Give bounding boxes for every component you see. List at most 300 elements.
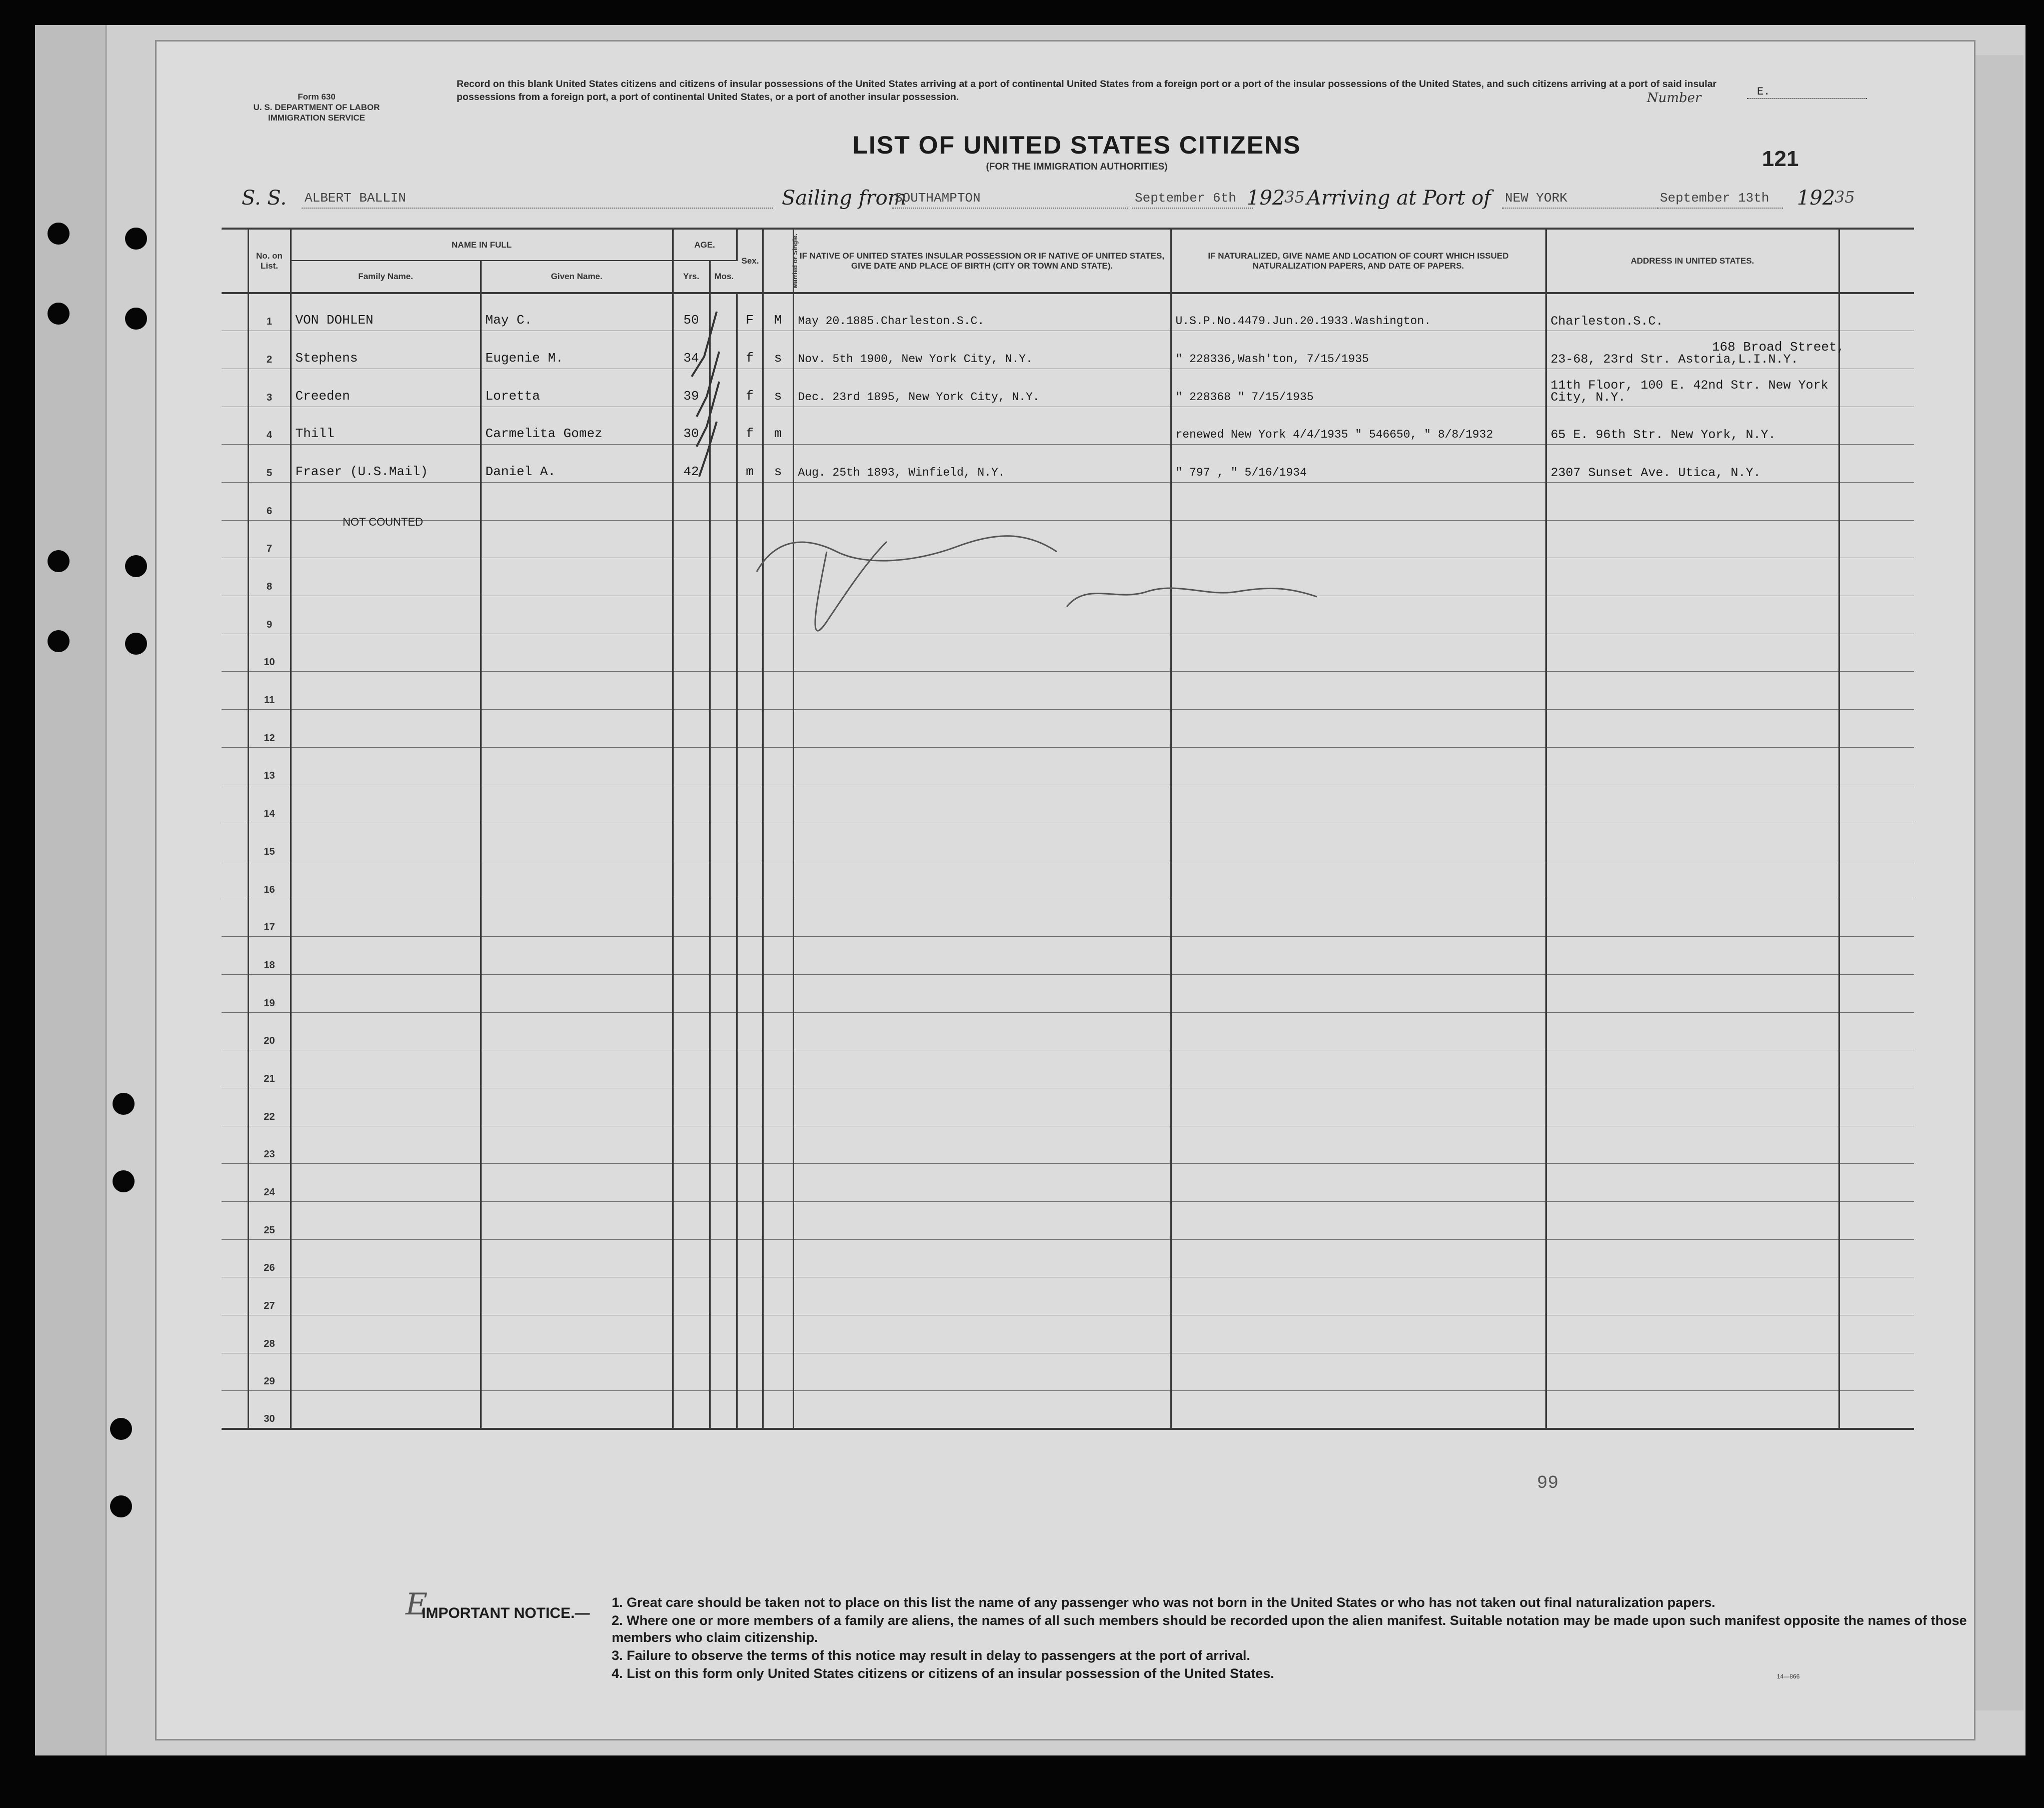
- address-cell: [1546, 1088, 1839, 1126]
- family-name-cell: [291, 823, 481, 861]
- marital-status-cell: [763, 747, 793, 785]
- naturalization-info-cell: [1171, 1050, 1546, 1088]
- address-cell: [1546, 596, 1839, 634]
- given-name-cell: [481, 482, 673, 520]
- birth-info-cell: [793, 1277, 1171, 1315]
- punch-hole: [125, 555, 147, 577]
- marital-status-cell: [763, 1353, 793, 1391]
- form-id-block: [207, 92, 427, 123]
- table-row: [222, 1353, 1914, 1391]
- naturalization-info-cell: [1171, 785, 1546, 823]
- col-header-birth: IF NATIVE OF UNITED STATES INSULAR POSSESSION OR IF NATIVE OF UNITED STATES, GIVE DATE AND PLACE OF BIRTH (CITY OR TOWN AND STATE).: [793, 229, 1171, 293]
- margin-cell: [222, 1050, 248, 1088]
- naturalization-info-cell: [1171, 1353, 1546, 1391]
- family-name-cell: VON DOHLEN: [291, 293, 481, 331]
- margin-cell: [222, 1012, 248, 1050]
- port-to: NEW YORK: [1502, 191, 1658, 209]
- sex-cell: [737, 1164, 763, 1202]
- birth-info-cell: [793, 974, 1171, 1012]
- age-years-cell: [673, 747, 710, 785]
- notice-item: 2. Where one or more members of a family are aliens, the names of all such members should be recorded upon the alien manifest. Suitable notation may be made upon such manifest opposite the names of those members who claim citizenship.: [612, 1613, 1967, 1645]
- given-name-cell: [481, 823, 673, 861]
- blank-cell: [1839, 482, 1914, 520]
- page-title: LIST OF UNITED STATES CITIZENS: [852, 131, 1301, 159]
- blank-cell: [1839, 1050, 1914, 1088]
- age-years-cell: 50: [673, 293, 710, 331]
- birth-info-cell: Dec. 23rd 1895, New York City, N.Y.: [793, 369, 1171, 407]
- row-number-cell: 17: [248, 899, 291, 937]
- table-row: [222, 861, 1914, 899]
- given-name-cell: Eugenie M.: [481, 331, 673, 369]
- age-months-cell: [710, 1202, 737, 1240]
- address-cell: [1546, 1239, 1839, 1277]
- table-row: [222, 974, 1914, 1012]
- margin-cell: [222, 634, 248, 672]
- marital-status-cell: [763, 899, 793, 937]
- age-months-cell: [710, 1315, 737, 1353]
- age-months-cell: [710, 899, 737, 937]
- marital-status-cell: [763, 1164, 793, 1202]
- col-header-no: No. on List.: [248, 229, 291, 293]
- birth-info-cell: [793, 710, 1171, 748]
- margin-cell: [222, 482, 248, 520]
- family-name-cell: [291, 482, 481, 520]
- blank-cell: [1839, 861, 1914, 899]
- row-number-cell: 1: [248, 293, 291, 331]
- address-cell: [1546, 861, 1839, 899]
- given-name-cell: Carmelita Gomez: [481, 407, 673, 445]
- blank-cell: [1839, 823, 1914, 861]
- signature-scribble: [757, 536, 1057, 631]
- age-months-cell: [710, 710, 737, 748]
- given-name-cell: [481, 937, 673, 975]
- row-number-cell: 23: [248, 1126, 291, 1164]
- sex-cell: [737, 1202, 763, 1240]
- address-cell: [1546, 482, 1839, 520]
- age-years-cell: [673, 1126, 710, 1164]
- notice-list: [612, 1594, 2027, 1683]
- birth-info-cell: [793, 1126, 1171, 1164]
- col-header-married-text: Married or Single.: [791, 234, 799, 289]
- given-name-cell: Daniel A.: [481, 445, 673, 483]
- given-name-cell: [481, 1353, 673, 1391]
- margin-cell: [222, 937, 248, 975]
- birth-info-cell: [793, 747, 1171, 785]
- row-number-cell: 30: [248, 1391, 291, 1429]
- col-header-married: [763, 229, 799, 293]
- blank-cell: [1839, 937, 1914, 975]
- row-number-cell: 6: [248, 482, 291, 520]
- given-name-cell: [481, 1202, 673, 1240]
- birth-info-cell: [793, 823, 1171, 861]
- address-cell: 65 E. 96th Str. New York, N.Y.: [1546, 407, 1839, 445]
- age-years-cell: [673, 710, 710, 748]
- number-label: Number: [1647, 91, 1701, 106]
- address-cell: [1546, 899, 1839, 937]
- marital-status-cell: [763, 1239, 793, 1277]
- age-years-cell: [673, 1088, 710, 1126]
- marital-status-cell: m: [763, 407, 793, 445]
- family-name-cell: [291, 1164, 481, 1202]
- blank-cell: [1839, 1202, 1914, 1240]
- birth-info-cell: [793, 1239, 1171, 1277]
- row-number-cell: 22: [248, 1088, 291, 1126]
- address-cell: [1546, 974, 1839, 1012]
- naturalization-info-cell: [1171, 899, 1546, 937]
- table-row: [222, 672, 1914, 710]
- given-name-cell: [481, 1277, 673, 1315]
- margin-cell: [222, 1164, 248, 1202]
- family-name-cell: [291, 937, 481, 975]
- naturalization-info-cell: [1171, 1164, 1546, 1202]
- margin-cell: [222, 1277, 248, 1315]
- family-name-cell: [291, 861, 481, 899]
- check-mark: [699, 422, 717, 477]
- punch-hole: [110, 1418, 132, 1440]
- marital-status-cell: [763, 861, 793, 899]
- marital-status-cell: [763, 1277, 793, 1315]
- punch-hole: [48, 303, 70, 325]
- birth-info-cell: [793, 861, 1171, 899]
- col-header-given: Given Name.: [481, 261, 673, 293]
- margin-cell: [222, 520, 248, 558]
- family-name-cell: [291, 899, 481, 937]
- marital-status-cell: [763, 1050, 793, 1088]
- naturalization-info-cell: [1171, 974, 1546, 1012]
- given-name-cell: [481, 672, 673, 710]
- row-number-cell: 12: [248, 710, 291, 748]
- service-name: IMMIGRATION SERVICE: [268, 113, 365, 123]
- naturalization-info-cell: [1171, 1202, 1546, 1240]
- given-name-cell: [481, 1315, 673, 1353]
- blank-cell: [1839, 293, 1914, 331]
- sex-cell: [737, 1315, 763, 1353]
- marital-status-cell: s: [763, 445, 793, 483]
- handwriting-marks: [677, 302, 1377, 662]
- row-number-cell: 26: [248, 1239, 291, 1277]
- sex-cell: f: [737, 331, 763, 369]
- margin-cell: [222, 407, 248, 445]
- margin-cell: [222, 596, 248, 634]
- blank-cell: [1839, 899, 1914, 937]
- age-years-cell: [673, 937, 710, 975]
- sex-cell: m: [737, 445, 763, 483]
- family-name-cell: [291, 747, 481, 785]
- family-name-cell: [291, 1391, 481, 1429]
- family-name-cell: Stephens: [291, 331, 481, 369]
- blank-cell: [1839, 1277, 1914, 1315]
- age-years-cell: [673, 1050, 710, 1088]
- address-cell: [1546, 1202, 1839, 1240]
- given-name-cell: [481, 1164, 673, 1202]
- sex-cell: [737, 1126, 763, 1164]
- marital-status-cell: [763, 1202, 793, 1240]
- blank-cell: [1839, 710, 1914, 748]
- table-row: [222, 1164, 1914, 1202]
- blank-cell: [1839, 1315, 1914, 1353]
- blank-cell: [1839, 1012, 1914, 1050]
- number-value: E.: [1747, 86, 1867, 99]
- blank-cell: [1839, 672, 1914, 710]
- tally-mark: 99: [1537, 1473, 1559, 1493]
- marital-status-cell: [763, 1088, 793, 1126]
- notice-heading: IMPORTANT NOTICE.—: [422, 1605, 590, 1621]
- naturalization-info-cell: [1171, 1012, 1546, 1050]
- margin-cell: [222, 1088, 248, 1126]
- ss-label: S. S.: [242, 187, 287, 210]
- intro-text: Record on this blank United States citizens and citizens of insular possessions of the United States arriving at a port of continental United States from a foreign port or a port of the insular possessions of the United States, and such citizens arriving at a port of said insular possessions from a foreign port, a port of continental United States, or a port of another insular possession.: [457, 79, 1717, 103]
- blank-cell: [1839, 1164, 1914, 1202]
- birth-info-cell: [793, 899, 1171, 937]
- row-number-cell: 7: [248, 520, 291, 558]
- age-months-cell: [710, 1239, 737, 1277]
- marital-status-cell: s: [763, 331, 793, 369]
- margin-cell: [222, 558, 248, 596]
- punch-hole: [48, 630, 70, 652]
- marital-status-cell: [763, 672, 793, 710]
- address-cell: [1546, 1126, 1839, 1164]
- blank-cell: [1839, 747, 1914, 785]
- page-subtitle: (FOR THE IMMIGRATION AUTHORITIES): [986, 162, 1168, 172]
- row-number-cell: 2: [248, 331, 291, 369]
- age-months-cell: [710, 1391, 737, 1429]
- margin-cell: [222, 1202, 248, 1240]
- blank-cell: [1839, 596, 1914, 634]
- blank-cell: [1839, 445, 1914, 483]
- blank-cell: [1839, 974, 1914, 1012]
- sex-cell: [737, 747, 763, 785]
- marital-status-cell: [763, 1315, 793, 1353]
- sex-cell: [737, 974, 763, 1012]
- address-cell: 23-68, 23rd Str. Astoria,L.I.N.Y.: [1546, 331, 1839, 369]
- birth-info-cell: [793, 1353, 1171, 1391]
- birth-info-cell: [793, 1202, 1171, 1240]
- row-number-cell: 25: [248, 1202, 291, 1240]
- sex-cell: [737, 1012, 763, 1050]
- birth-info-cell: [793, 672, 1171, 710]
- punch-hole: [48, 550, 70, 572]
- punch-hole: [125, 228, 147, 250]
- family-name-cell: [291, 710, 481, 748]
- blank-cell: [1839, 520, 1914, 558]
- birth-info-cell: [793, 1050, 1171, 1088]
- address-cell: [1546, 520, 1839, 558]
- given-name-cell: [481, 899, 673, 937]
- header-row-1: [222, 229, 1914, 261]
- given-name-cell: [481, 1050, 673, 1088]
- margin-cell: [222, 1239, 248, 1277]
- table-row: [222, 1050, 1914, 1088]
- age-months-cell: [710, 1164, 737, 1202]
- row-number-cell: 18: [248, 937, 291, 975]
- row-number-cell: 27: [248, 1277, 291, 1315]
- birth-info-cell: [793, 785, 1171, 823]
- birth-info-cell: Nov. 5th 1900, New York City, N.Y.: [793, 331, 1171, 369]
- table-row: [222, 937, 1914, 975]
- naturalization-info-cell: " 228368 " 7/15/1935: [1171, 369, 1546, 407]
- age-years-cell: [673, 1391, 710, 1429]
- blank-cell: [1839, 1088, 1914, 1126]
- notice-item: 4. List on this form only United States citizens or citizens of an insular possession of the United States.: [612, 1666, 1274, 1681]
- birth-info-cell: [793, 1012, 1171, 1050]
- given-name-cell: [481, 785, 673, 823]
- age-months-cell: [710, 1088, 737, 1126]
- address-cell: [1546, 1012, 1839, 1050]
- margin-cell: [222, 710, 248, 748]
- marital-status-cell: s: [763, 369, 793, 407]
- given-name-cell: [481, 747, 673, 785]
- given-name-cell: [481, 558, 673, 596]
- margin-cell: [222, 785, 248, 823]
- naturalization-info-cell: [1171, 861, 1546, 899]
- punch-hole: [125, 308, 147, 330]
- given-name-cell: [481, 710, 673, 748]
- marital-status-cell: [763, 974, 793, 1012]
- table-row: [222, 1088, 1914, 1126]
- family-name-cell: [291, 1012, 481, 1050]
- age-years-cell: [673, 1202, 710, 1240]
- margin-cell: [222, 899, 248, 937]
- age-years-cell: 42: [673, 445, 710, 483]
- sex-cell: [737, 1050, 763, 1088]
- age-years-cell: [673, 672, 710, 710]
- blank-cell: [1839, 785, 1914, 823]
- table-row: [222, 1277, 1914, 1315]
- margin-cell: [222, 331, 248, 369]
- naturalization-info-cell: [1171, 1391, 1546, 1429]
- family-name-cell: [291, 1239, 481, 1277]
- family-name-cell: [291, 596, 481, 634]
- row-number-cell: 15: [248, 823, 291, 861]
- birth-info-cell: Aug. 25th 1893, Winfield, N.Y.: [793, 445, 1171, 483]
- table-row: [222, 823, 1914, 861]
- age-years-cell: 30: [673, 407, 710, 445]
- age-years-cell: [673, 1353, 710, 1391]
- row-number-cell: 11: [248, 672, 291, 710]
- blank-cell: [1839, 1239, 1914, 1277]
- margin-cell: [222, 747, 248, 785]
- margin-cell: [222, 1315, 248, 1353]
- family-name-cell: [291, 1126, 481, 1164]
- address-cell: [1546, 1277, 1839, 1315]
- age-years-cell: [673, 1164, 710, 1202]
- year-hand-1: 35: [1284, 188, 1305, 207]
- blank-cell: [1839, 407, 1914, 445]
- table-row: [222, 1239, 1914, 1277]
- blank-cell: [1839, 634, 1914, 672]
- notice-item: 1. Great care should be taken not to place on this list the name of any passenger who was not born in the United States or who has not taken out final naturalization papers.: [612, 1595, 1715, 1610]
- margin-cell: [222, 1353, 248, 1391]
- marital-status-cell: M: [763, 293, 793, 331]
- row-number-cell: 13: [248, 747, 291, 785]
- year-label-1: 192: [1247, 187, 1285, 210]
- address-cell: [1546, 1050, 1839, 1088]
- family-name-cell: [291, 1353, 481, 1391]
- given-name-cell: [481, 974, 673, 1012]
- naturalization-info-cell: [1171, 823, 1546, 861]
- margin-cell: [222, 861, 248, 899]
- margin-cell: [222, 823, 248, 861]
- age-years-cell: [673, 1277, 710, 1315]
- margin-cell: [222, 974, 248, 1012]
- row-number-cell: 10: [248, 634, 291, 672]
- binder-edge: [35, 25, 107, 1755]
- family-name-cell: Thill: [291, 407, 481, 445]
- margin-cell: [222, 293, 248, 331]
- sex-cell: f: [737, 407, 763, 445]
- age-years-cell: [673, 974, 710, 1012]
- sex-cell: [737, 1353, 763, 1391]
- age-months-cell: [710, 937, 737, 975]
- row-number-cell: 8: [248, 558, 291, 596]
- address-row1-line1: 168 Broad Street,: [1712, 340, 1845, 355]
- naturalization-info-cell: " 797 , " 5/16/1934: [1171, 445, 1546, 483]
- margin-cell: [222, 672, 248, 710]
- age-months-cell: [710, 1353, 737, 1391]
- naturalization-info-cell: renewed New York 4/4/1935 " 546650, " 8/8/1932: [1171, 407, 1546, 445]
- sex-cell: [737, 1391, 763, 1429]
- punch-hole: [113, 1093, 135, 1115]
- given-name-cell: [481, 1088, 673, 1126]
- address-cell: [1546, 747, 1839, 785]
- marital-status-cell: [763, 1126, 793, 1164]
- sex-cell: [737, 823, 763, 861]
- row-number-cell: 21: [248, 1050, 291, 1088]
- sex-cell: f: [737, 369, 763, 407]
- address-cell: 2307 Sunset Ave. Utica, N.Y.: [1546, 445, 1839, 483]
- age-months-cell: [710, 785, 737, 823]
- marital-status-cell: [763, 937, 793, 975]
- port-from: SOUTHAMPTON: [892, 191, 1128, 209]
- sailing-label: Sailing from: [782, 187, 907, 210]
- age-years-cell: [673, 899, 710, 937]
- birth-info-cell: [793, 1391, 1171, 1429]
- address-cell: [1546, 1164, 1839, 1202]
- sex-cell: [737, 785, 763, 823]
- col-header-naturalized: IF NATURALIZED, GIVE NAME AND LOCATION OF COURT WHICH ISSUED NATURALIZATION PAPERS, AND DATE OF PAPERS.: [1171, 229, 1546, 293]
- col-header-address: ADDRESS IN UNITED STATES.: [1546, 229, 1839, 293]
- department-name: U. S. DEPARTMENT OF LABOR: [253, 103, 380, 112]
- naturalization-info-cell: [1171, 1126, 1546, 1164]
- naturalization-info-cell: [1171, 672, 1546, 710]
- age-years-cell: [673, 861, 710, 899]
- col-header-yrs: Yrs.: [673, 261, 710, 293]
- marital-status-cell: [763, 785, 793, 823]
- sex-cell: [737, 937, 763, 975]
- birth-info-cell: [793, 1164, 1171, 1202]
- col-header-sex: Sex.: [737, 229, 763, 293]
- notice-item: 3. Failure to observe the terms of this notice may result in delay to passengers at the port of arrival.: [612, 1648, 1250, 1663]
- given-name-cell: May C.: [481, 293, 673, 331]
- row-number-cell: 5: [248, 445, 291, 483]
- blank-cell: [1839, 1353, 1914, 1391]
- family-name-cell: [291, 1277, 481, 1315]
- ship-name: ALBERT BALLIN: [302, 191, 773, 209]
- margin-cell: [222, 445, 248, 483]
- margin-cell: [222, 369, 248, 407]
- family-name-cell: [291, 672, 481, 710]
- col-header-blank: [1839, 229, 1914, 293]
- table-row: [222, 1126, 1914, 1164]
- inspector-scribble: [1067, 588, 1317, 607]
- col-header-mos: Mos.: [710, 261, 737, 293]
- date-from: September 6th: [1132, 191, 1253, 209]
- birth-info-cell: [793, 1088, 1171, 1126]
- col-header-age: AGE.: [673, 229, 737, 261]
- row-number-cell: 20: [248, 1012, 291, 1050]
- age-years-cell: [673, 1012, 710, 1050]
- sex-cell: [737, 672, 763, 710]
